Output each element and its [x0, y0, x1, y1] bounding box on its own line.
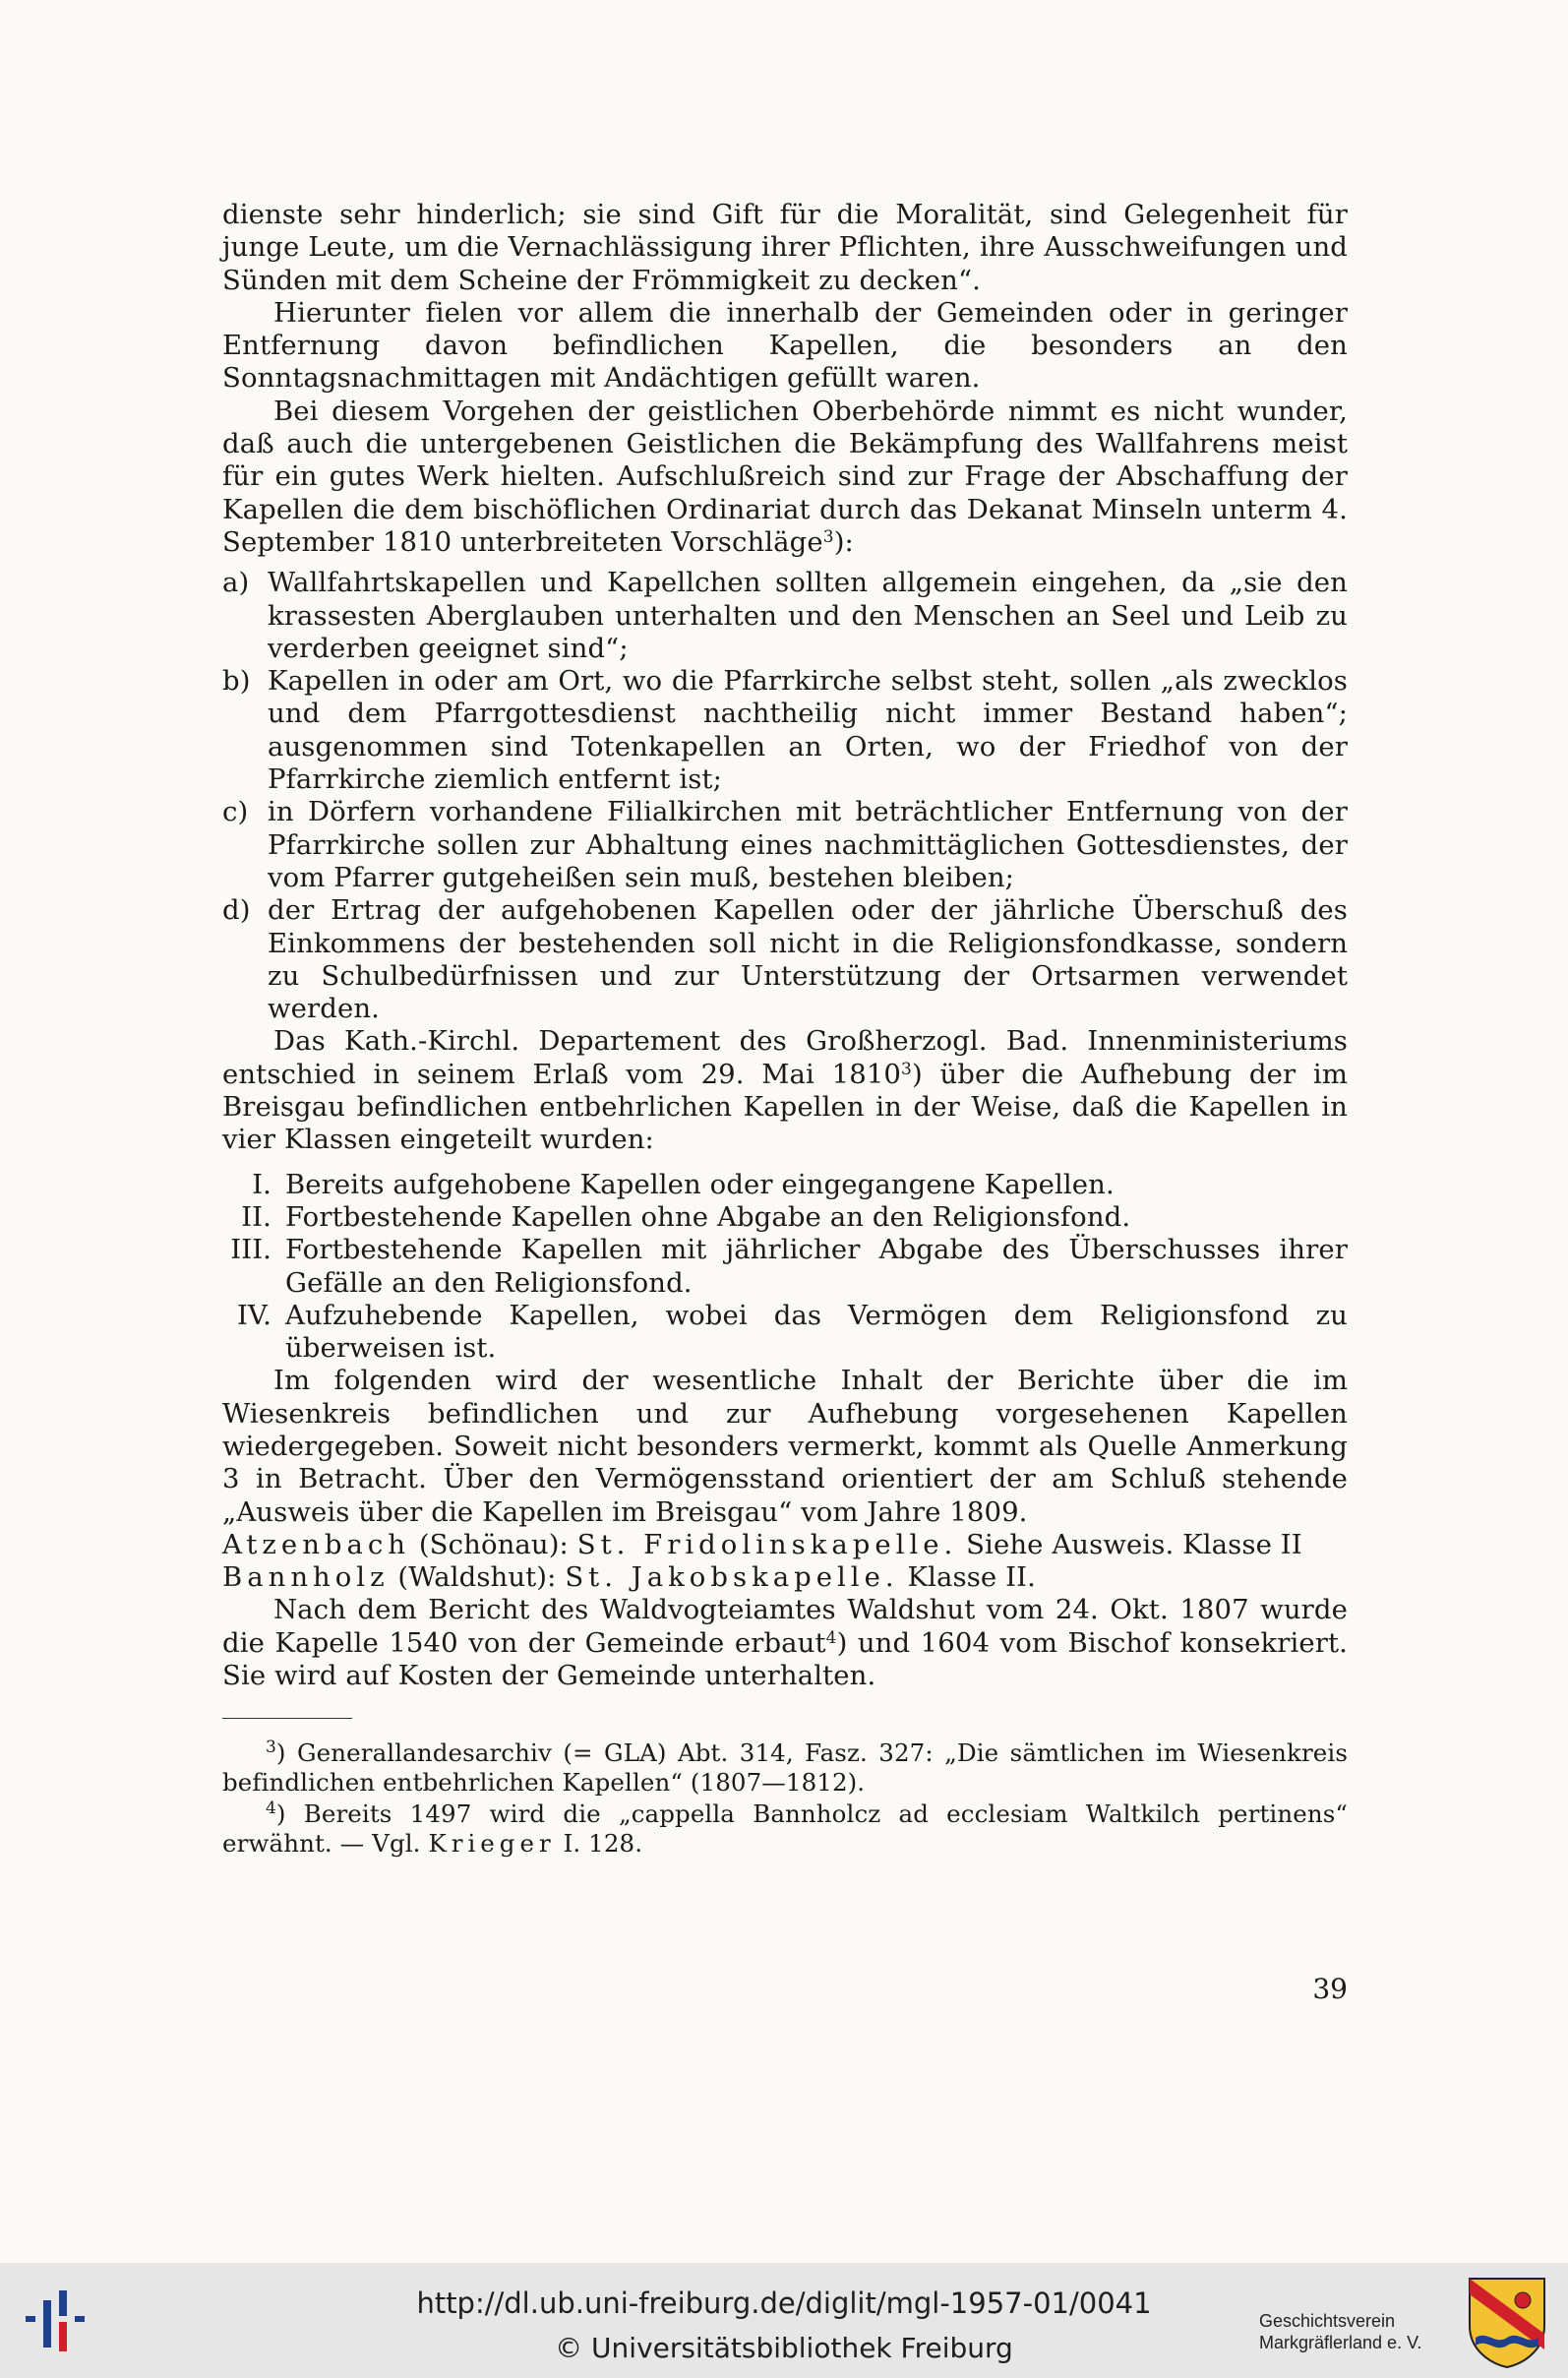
- list-item: d) der Ertrag der aufgehobenen Kapellen oder der jährliche Überschuß des Einkommens der bestehenden soll nicht in die Religionsfondkasse, sondern zu Schulbedürfnissen und zur Unterstützung der Ortsarmen verwendet werden.: [222, 894, 1348, 1025]
- document-url[interactable]: http://dl.ub.uni-freiburg.de/diglit/mgl-1957-01/0041: [416, 2287, 1152, 2320]
- list-item: III. Fortbestehende Kapellen mit jährlicher Abgabe des Überschusses ihrer Gefälle an den Religionsfond.: [230, 1234, 1348, 1299]
- footnote-4: $^4$) Bereits 1497 wird die „cappella Bannholcz ad ecclesiam Waltkilch pertinens“ erwähnt. — Vgl. Krieger I. 128.: [222, 1799, 1348, 1859]
- paragraph-5: Im folgenden wird der wesentliche Inhalt der Berichte über die im Wiesenkreis befindlichen und zur Aufhebung vorgesehenen Kapellen wiedergegeben. Soweit nicht besonders vermerkt, kommt als Quelle Anmerkung 3 in Betracht. Über den Vermögensstand orientiert der am Schluß stehende „Ausweis über die Kapellen im Breisgau“ vom Jahre 1809.: [222, 1365, 1348, 1528]
- footnote-divider: [222, 1718, 352, 1719]
- list-item: a) Wallfahrtskapellen und Kapellchen sollten allgemein eingehen, da „sie den krassesten Aberglauben unterhalten und den Menschen an Seel und Leib zu verderben geeignet sind“;: [222, 567, 1348, 664]
- footnote-3: $^3$) Generallandesarchiv (= GLA) Abt. 314, Fasz. 327: „Die sämtlichen im Wiesenkreis befindlichen entbehrlichen Kapellen“ (1807—1812).: [222, 1738, 1348, 1798]
- class-list: [222, 1169, 1348, 1366]
- coat-of-arms-icon: [1466, 2275, 1548, 2369]
- list-item: II. Fortbestehende Kapellen ohne Abgabe an den Religionsfond.: [241, 1200, 1131, 1233]
- list-item: c) in Dörfern vorhandene Filialkirchen mit beträchtlicher Entfernung von der Pfarrkirche sollen zur Abhaltung eines nachmittäglichen Gottesdienstes, der vom Pfarrer gutgeheißen sein muß, bestehen bleiben;: [222, 796, 1348, 893]
- page-number: 39: [1312, 1973, 1348, 2005]
- paragraph-2: Hierunter fielen vor allem die innerhalb der Gemeinden oder in geringer Entfernung davon befindlichen Kapellen, die besonders an den Sonntagsnachmittagen mit Andächtigen gefüllt waren.: [222, 296, 1348, 395]
- proposal-list: [222, 567, 1348, 1025]
- body-text: [222, 199, 1348, 1860]
- footnote-ref: 3: [822, 526, 834, 547]
- footnotes: [222, 1738, 1348, 1859]
- copyright-notice: © Universitätsbibliothek Freiburg: [555, 2332, 1013, 2364]
- paragraph-6: Nach dem Bericht des Waldvogteiamtes Waldshut vom 24. Okt. 1807 wurde die Kapelle 1540 von der Gemeinde erbaut$^4$) und 1604 vom Bischof konsekriert. Sie wird auf Kosten der Gemeinde unterhalten.: [222, 1594, 1348, 1692]
- paragraph-3: Bei diesem Vorgehen der geistlichen Oberbehörde nimmt es nicht wunder, daß auch die untergebenen Geistlichen die Bekämpfung des Wallfahrens meist für ein gutes Werk hielten. Aufschlußreich sind zur Frage der Abschaffung der Kapellen die dem bischöflichen Ordinariat durch das Dekanat Minseln unterm 4. September 1810 unterbreiteten Vorschläge$^3$):: [222, 395, 1348, 558]
- paragraph-4: Das Kath.-Kirchl. Departement des Großherzogl. Bad. Innenministeriums entschied in seinem Erlaß vom 29. Mai 1810$^3$) über die Aufhebung der im Breisgau befindlichen entbehrlichen Kapellen in der Weise, daß die Kapellen in vier Klassen eingeteilt wurden:: [222, 1025, 1348, 1156]
- footer-bar: [0, 2263, 1568, 2378]
- paragraph-1: dienste sehr hinderlich; sie sind Gift für die Moralität, sind Gelegenheit für junge Leute, um die Vernachlässigung ihrer Pflichten, ihre Ausschweifungen und Sünden mit dem Scheine der Frömmigkeit zu decken“.: [222, 199, 1348, 296]
- list-item: b) Kapellen in oder am Ort, wo die Pfarrkirche selbst steht, sollen „als zwecklos und dem Pfarrgottesdienst nachtheilig nicht immer Bestand haben“; ausgenommen sind Totenkapellen an Orten, wo der Friedhof von der Pfarrkirche ziemlich entfernt ist;: [222, 665, 1348, 796]
- footnote-ref: 3: [901, 1059, 912, 1079]
- footnote-ref: 4: [825, 1627, 837, 1648]
- entry-bannholz: Bannholz (Waldshut): St. Jakobskapelle. Klasse II.: [222, 1561, 1036, 1594]
- entry-atzenbach: Atzenbach (Schönau): St. Fridolinskapelle. Siehe Ausweis. Klasse II: [222, 1528, 1302, 1560]
- list-item: IV. Aufzuhebende Kapellen, wobei das Vermögen dem Religionsfond zu überweisen ist.: [237, 1299, 1348, 1365]
- society-name: Geschichtsverein Markgräflerland e. V.: [1259, 2311, 1422, 2352]
- list-item: I. Bereits aufgehobene Kapellen oder eingegangene Kapellen.: [252, 1168, 1115, 1200]
